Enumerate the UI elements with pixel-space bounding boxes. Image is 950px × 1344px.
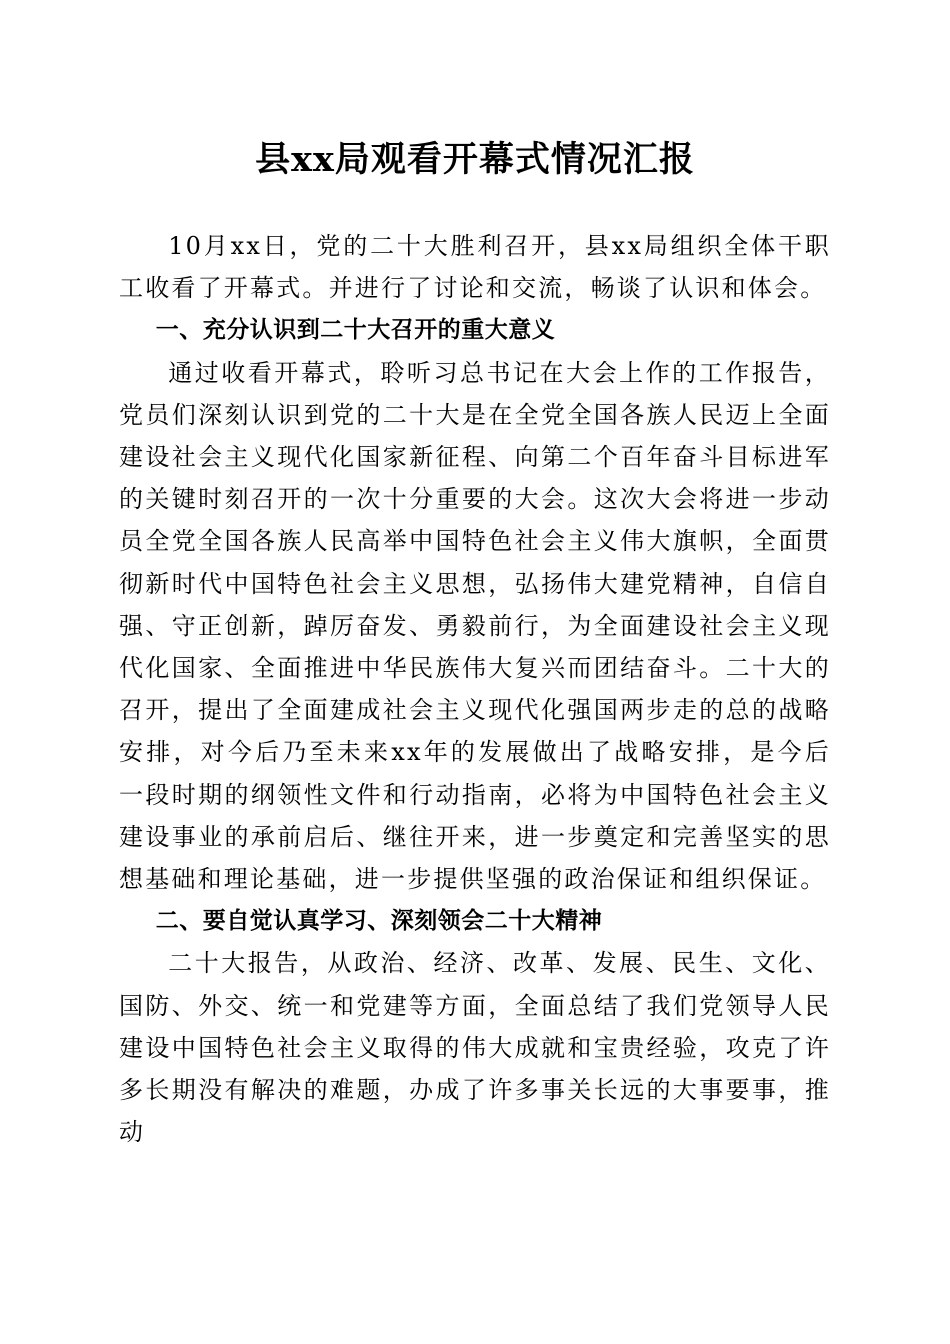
intro-paragraph: 10月xx日，党的二十大胜利召开，县xx局组织全体干职工收看了开幕式。并进行了讨论和交流，畅谈了认识和体会。 — [119, 232, 831, 303]
section-heading-2: 二、要自觉认真学习、深刻领会二十大精神 — [155, 908, 603, 935]
document-title: 县xx局观看开幕式情况汇报 — [255, 139, 695, 180]
document-body — [119, 225, 831, 1153]
section-1-paragraph: 通过收看开幕式，聆听习总书记在大会上作的工作报告，党员们深刻认识到党的二十大是在全党全国各族人民迈上全面建设社会主义现代化国家新征程、向第二个百年奋斗目标进军的关键时刻召开的一次十分重要的大会。这次大会将进一步动员全党全国各族人民高举中国特色社会主义伟大旗帜，全面贯彻新时代中国特色社会主义思想，弘扬伟大建党精神，自信自强、守正创新，踔厉奋发、勇毅前行，为全面建设社会主义现代化国家、全面推进中华民族伟大复兴而团结奋斗。二十大的召开，提出了全面建成社会主义现代化强国两步走的总的战略安排，对今后乃至未来xx年的发展做出了战略安排，是今后一段时期的纲领性文件和行动指南，必将为中国特色社会主义建设事业的承前启后、继往开来，进一步奠定和完善坚实的思想基础和理论基础，进一步提供坚强的政治保证和组织保证。 — [119, 358, 831, 894]
section-heading-1: 一、充分认识到二十大召开的重大意义 — [155, 317, 556, 344]
section-2-paragraph: 二十大报告，从政治、经济、改革、发展、民生、文化、国防、外交、统一和党建等方面，全面总结了我们党领导人民建设中国特色社会主义取得的伟大成就和宝贵经验，攻克了许多长期没有解决的难题，办成了许多事关长远的大事要事，推动 — [119, 949, 831, 1147]
